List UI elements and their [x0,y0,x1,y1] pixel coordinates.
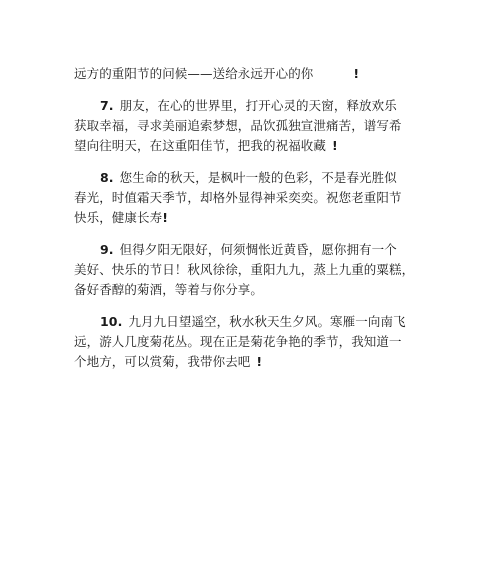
paragraph-number: 10. [100,314,123,329]
paragraph-7 [74,96,402,156]
paragraph-text: 快乐，健康长寿 [74,210,163,225]
paragraph-line [74,312,406,332]
paragraph-text: 春光，时值霜天季节，却格外显得神采奕奕。祝您老重阳节 [74,190,402,205]
paragraph-line [74,116,402,136]
paragraph-text: 备好香醇的菊酒，等着与你分享。 [74,282,264,297]
paragraph-text: 望向往明天，在这重阳佳节，把我的祝福收藏 [74,138,327,153]
paragraph-line [74,136,394,156]
paragraph-text: 远，游人几度菊花丛。现在正是菊花争艳的季节，我知道一 [74,334,402,349]
paragraph-line [74,168,397,188]
paragraph-text: 个地方，可以赏菊，我带你去吧 [74,354,251,369]
paragraph-number: 7. [100,98,114,113]
paragraph-line [74,260,415,280]
paragraph-text: 但得夕阳无限好，何须惆怅近黄昏，愿你拥有一个 [119,242,397,257]
intro-text: 远方的重阳节的问候——送给永远开心的你 [74,66,314,81]
paragraph-exclamation: ! [332,138,338,153]
paragraph-9 [74,240,415,300]
paragraph-8 [74,168,402,228]
paragraph-line [74,332,402,352]
paragraph-line [74,188,402,208]
document-page [74,64,415,372]
paragraph-10 [74,312,406,372]
paragraph-text: 九月九日望遥空，秋水秋天生夕风。寒雁一向南飞 [128,314,406,329]
paragraph-line [74,240,397,260]
paragraph-number: 8. [100,170,114,185]
intro-line [74,64,394,84]
paragraph-line [74,96,397,116]
paragraph-line [74,352,394,372]
paragraph-number: 9. [100,242,114,257]
paragraph-exclamation: ! [256,354,263,369]
paragraph-exclamation: ! [162,210,169,225]
intro-exclamation: ! [353,66,360,81]
paragraph-text: 您生命的秋天，是枫叶一般的色彩，不是春光胜似 [119,170,397,185]
paragraph-text: 朋友，在心的世界里，打开心灵的天窗，释放欢乐 [119,98,397,113]
paragraph-text: 获取幸福，寻求美丽追索梦想，品饮孤独宣泄痛苦，谱写希 [74,118,402,133]
paragraph-line [74,208,394,228]
paragraph-text: 美好、快乐的节日！秋风徐徐，重阳九九，蒸上九重的粟糕， [74,262,415,277]
paragraph-line [74,280,394,300]
